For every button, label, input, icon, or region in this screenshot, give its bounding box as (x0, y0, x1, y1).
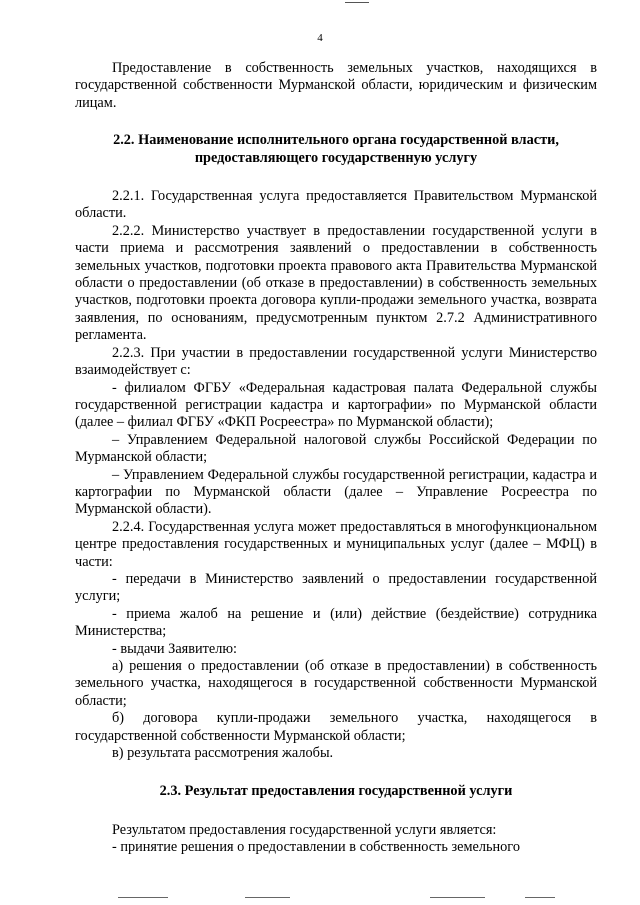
list-item-c: в) результата рассмотрения жалобы. (112, 745, 334, 762)
bottom-rule (118, 897, 168, 898)
paragraph-2-2-3: 2.2.3. При участии в предоставлении государственной услуги Министерство взаимодействует с: (75, 344, 597, 379)
list-item-fns: – Управлением Федеральной налоговой службы Российской Федерации по Мурманской области; (75, 431, 597, 466)
paragraph-2-3-result: Результатом предоставления государственной услуги является: (112, 821, 497, 838)
section-heading-2-3: 2.3. Результат предоставления государственной услуги (159, 783, 513, 800)
list-item-rosreestr: – Управлением Федеральной службы государственной регистрации, кадастра и картографии по Мурманской области (далее – Управление Росреестра по Мурманской области). (75, 466, 597, 518)
paragraph-2-2-4: 2.2.4. Государственная услуга может предоставляться в многофункциональном центре предоставления государственных и муниципальных услуг (далее – МФЦ) в части: (75, 518, 597, 570)
page-number: 4 (317, 32, 323, 44)
bottom-rule (525, 897, 555, 898)
list-item-decision: - принятие решения о предоставлении в собственность земельного (112, 839, 520, 856)
section-heading-2-2: 2.2. Наименование исполнительного органа государственной власти, предоставляющего государственную услугу (113, 132, 559, 166)
paragraph-2-2-1: 2.2.1. Государственная услуга предоставляется Правительством Мурманской области. (75, 188, 597, 222)
list-item-a: а) решения о предоставлении (об отказе в предоставлении) в собственность земельного участка, находящегося в государственной собственности Мурманской области; (75, 658, 597, 709)
bottom-rule (430, 897, 485, 898)
section-2-3-body (75, 822, 597, 857)
document-body (75, 60, 597, 857)
paragraph-2-2-2: 2.2.2. Министерство участвует в предоставлении государственной услуги в части приема и рассмотрения заявлений о предоставлении в собственность земельных участков, подготовки проекта правового акта Правительства Мурманской области о предоставлении (об отказе в предоставлении) в собственность земельных участков, подготовки проекта договора купли-продажи земельного участка, возврата заявления, по основаниям, предусмотренным пунктом 2.7.2 Административного регламента. (75, 222, 597, 344)
top-rule (345, 2, 369, 3)
bottom-edge-marks (0, 895, 640, 899)
intro-paragraph: Предоставление в собственность земельных участков, находящихся в государственной собственности Мурманской области, юридическим и физическим лицам. (75, 60, 597, 111)
list-item-transfer: - передачи в Министерство заявлений о предоставлении государственной услуги; (75, 570, 597, 605)
list-item-b: б) договора купли-продажи земельного участка, находящегося в государственной собственности Мурманской области; (75, 710, 597, 744)
list-item-complaints: - приема жалоб на решение и (или) действие (бездействие) сотрудника Министерства; (75, 605, 597, 640)
list-item-fgbu: - филиалом ФГБУ «Федеральная кадастровая палата Федеральной службы государственной регистрации кадастра и картографии» по Мурманской области (далее – филиал ФГБУ «ФКП Росреестра» по Мурманской области); (75, 379, 597, 431)
list-item-issue: - выдачи Заявителю: (112, 640, 238, 657)
section-2-2-body (75, 188, 597, 762)
bottom-rule (245, 897, 290, 898)
